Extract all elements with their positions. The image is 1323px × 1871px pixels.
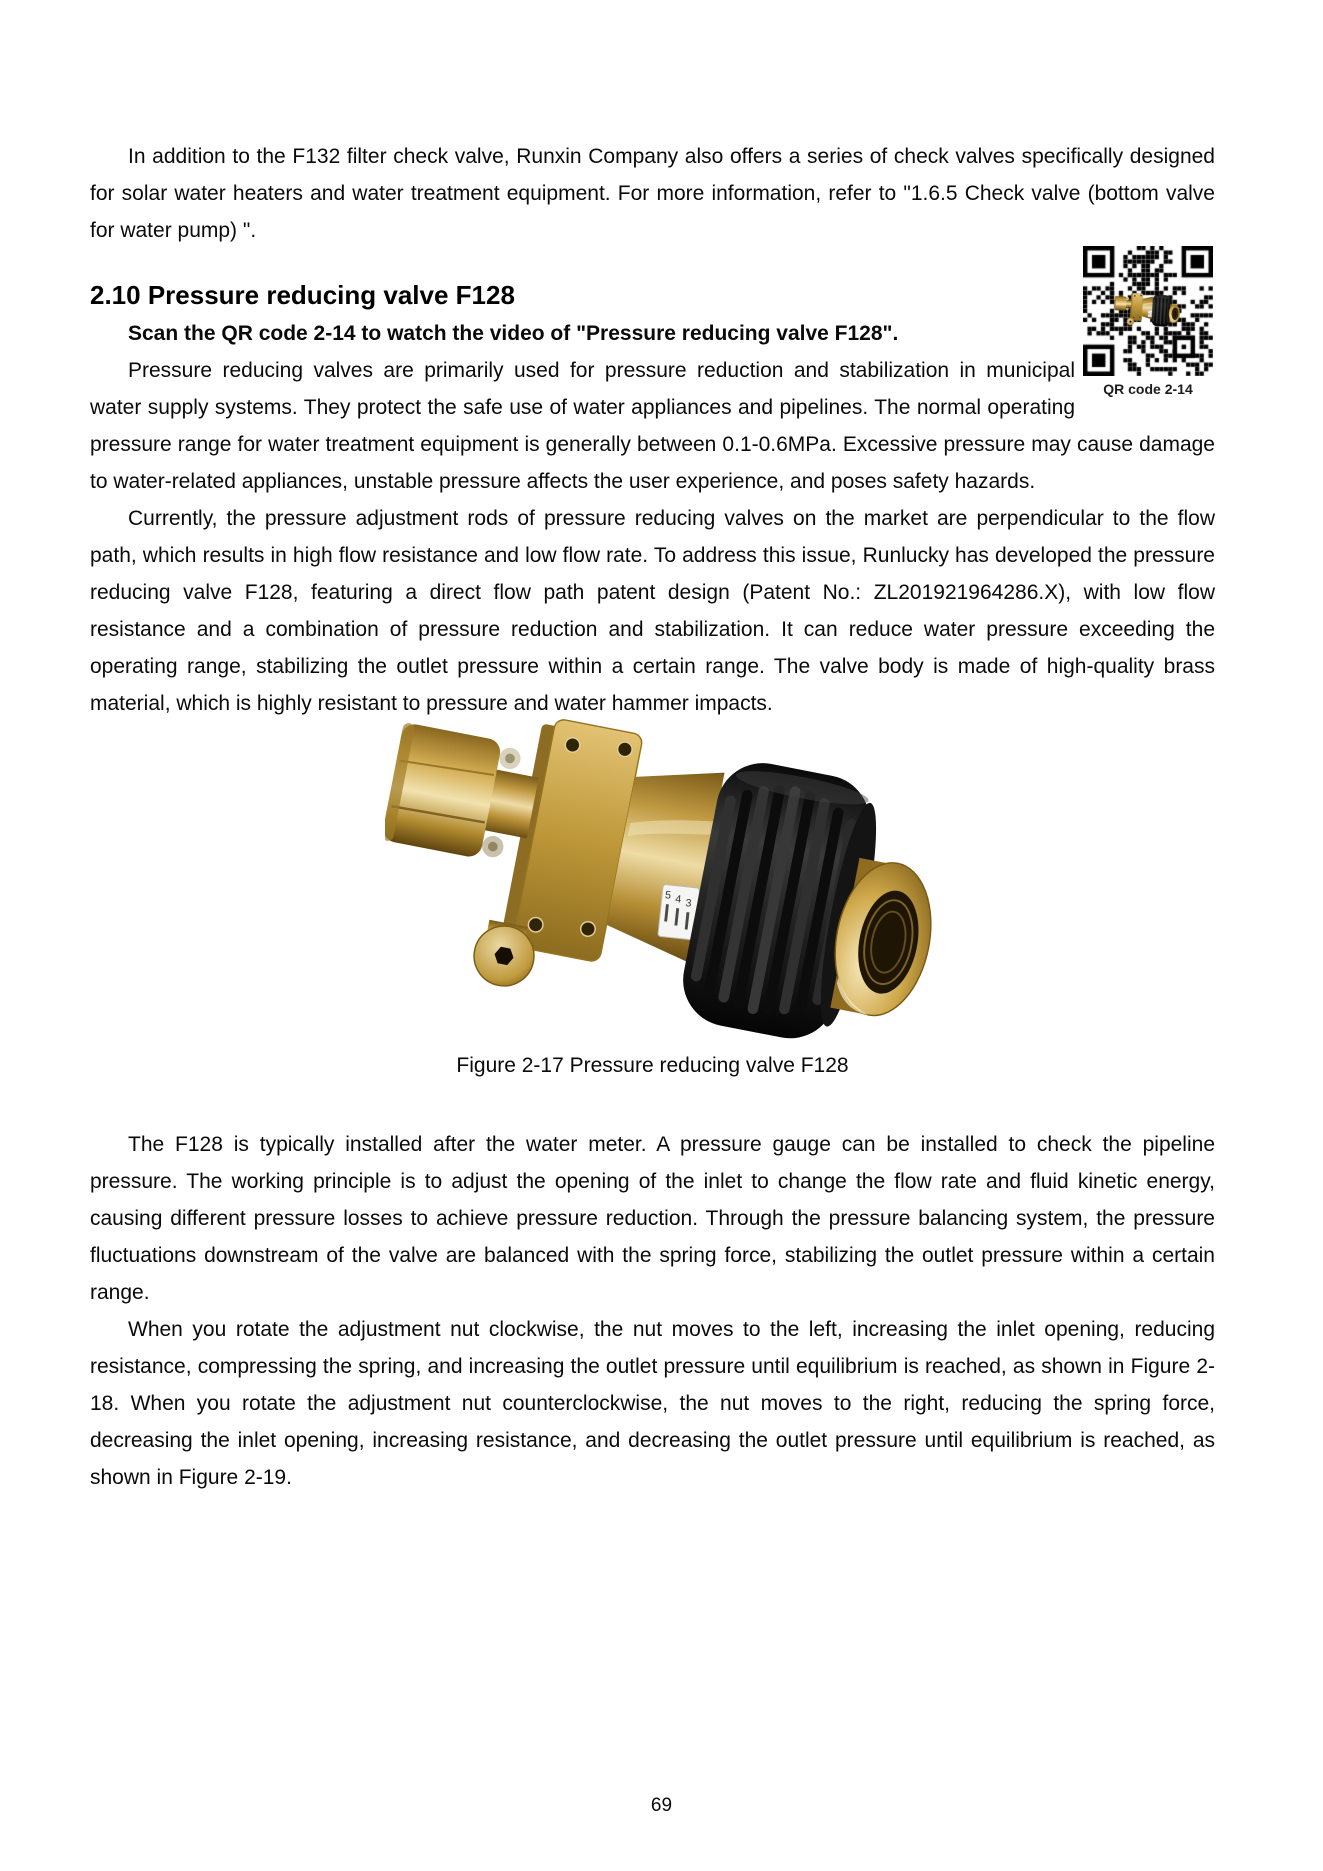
page-number: 69 — [650, 1795, 673, 1816]
qr-code-caption: QR code 2-14 — [1103, 381, 1193, 397]
paragraph-installation: The F128 is typically installed after the water meter. A pressure gauge can be installed to check the pipeline pressure. The working principle is to adjust the opening of the inlet to change the flow rate and fluid kinetic energy, causing different pressure losses to achieve pressure reduction. Through the pressure balancing system, the pressure fluctuations downstream of the valve are balanced with the spring force, stabilizing the outlet pressure within a certain range. — [90, 1133, 1215, 1304]
paragraph-usage-text: Pressure reducing valves are primarily used for pressure reduction and stabilization in municipal water supply systems. They protect the safe use of water appliances and pipelines. The normal operating pressure range for water treatment equipment is generally between 0.1-0.6MPa. Excessive pressure may cause damage to water-related appliances, unstable pressure affects the user experience, and poses safety hazards. — [90, 359, 1215, 493]
page-content — [90, 138, 1215, 1496]
figure-valve-photo — [90, 722, 1215, 1047]
qr-code-block — [1083, 246, 1213, 397]
paragraph-adjustment: When you rotate the adjustment nut clockwise, the nut moves to the left, increasing the inlet opening, reducing resistance, compressing the spring, and increasing the outlet pressure until equilibrium is reached, as shown in Figure 2-18. When you rotate the adjustment nut counterclockwise, the nut moves to the right, reducing the spring force, decreasing the inlet opening, increasing resistance, and decreasing the outlet pressure until equilibrium is reached, as shown in Figure 2-19. — [90, 1318, 1215, 1489]
paragraph-scan-note: Scan the QR code 2-14 to watch the video of "Pressure reducing valve F128". — [128, 322, 899, 345]
valve-photo — [385, 718, 945, 1048]
paragraph-design: Currently, the pressure adjustment rods of pressure reducing valves on the market are perpendicular to the flow path, which results in high flow resistance and low flow rate. To address this issue, Runlucky has developed the pressure reducing valve F128, featuring a direct flow path patent design (Patent No.: ZL201921964286.X), with low flow resistance and a combination of pressure reduction and stabilization. It can reduce water pressure exceeding the operating range, stabilizing the outlet pressure within a certain range. The valve body is made of high-quality brass material, which is highly resistant to pressure and water hammer impacts. — [90, 507, 1215, 715]
paragraph-intro: In addition to the F132 filter check valve, Runxin Company also offers a series of check valves specifically designed for solar water heaters and water treatment equipment. For more information, refer to "1.6.5 Check valve (bottom valve for water pump) ". — [90, 145, 1215, 242]
section-heading: 2.10 Pressure reducing valve F128 — [90, 280, 515, 310]
figure-caption: Figure 2-17 Pressure reducing valve F128 — [456, 1054, 849, 1077]
paragraph-usage — [90, 352, 1215, 500]
qr-code-wrap — [1083, 246, 1213, 376]
